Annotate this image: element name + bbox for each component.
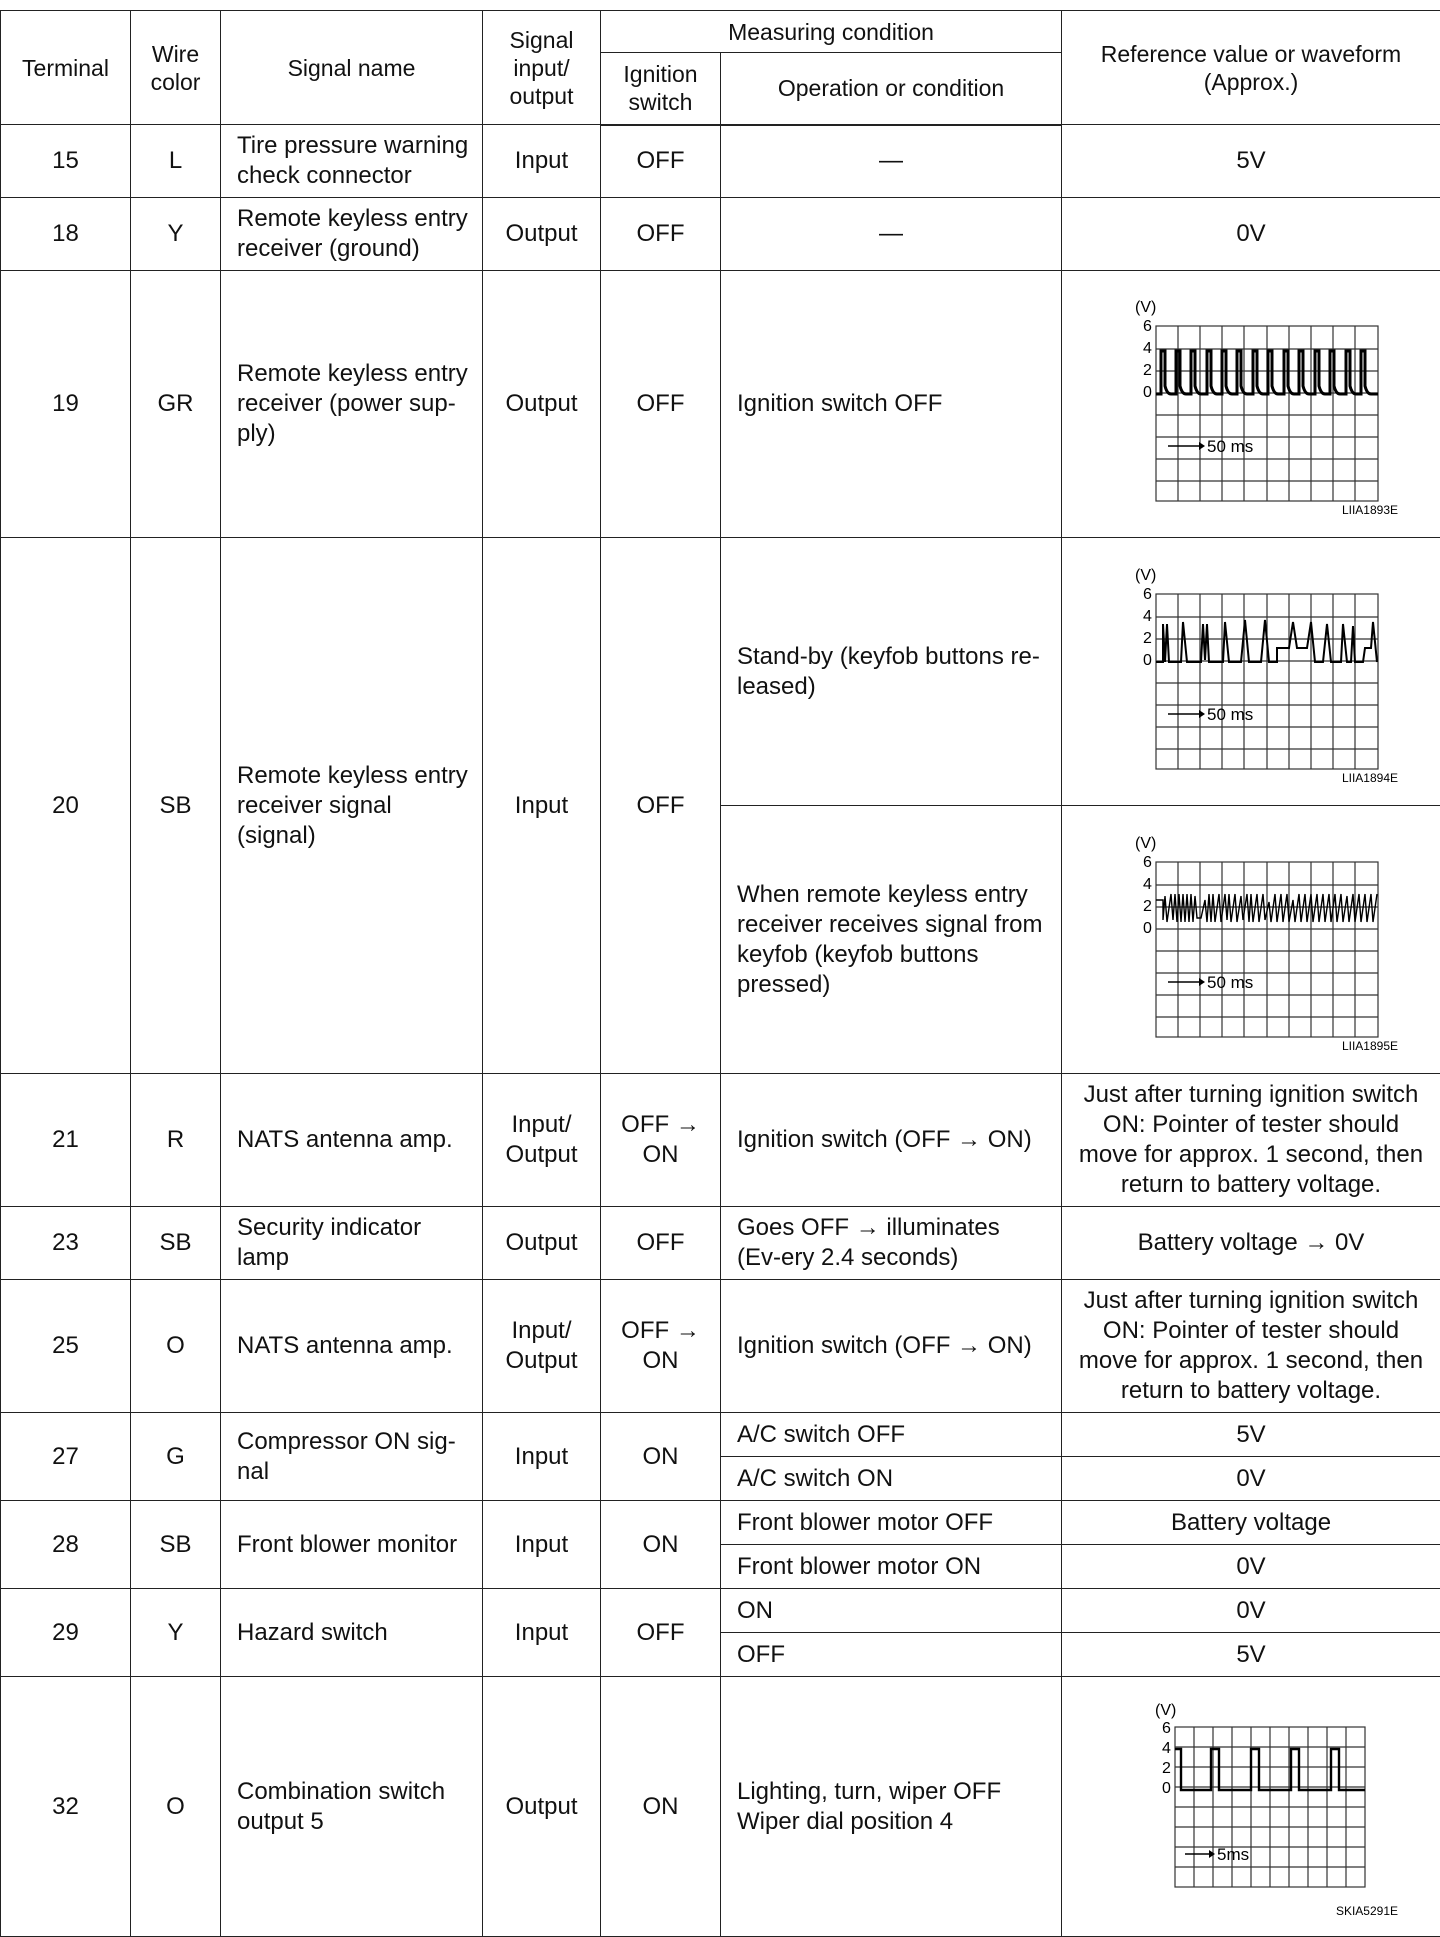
terminal-cell: 21 [1,1074,131,1207]
waveform-20-standby-graph [1101,562,1401,782]
operation-cell: Goes OFF → illuminates (Ev-ery 2.4 seconds) [721,1207,1062,1280]
timebase-label: 50 ms [1207,437,1253,456]
table-row [1,1413,1440,1457]
tick-label: 2 [1162,1760,1171,1777]
waveform-19 [1101,294,1401,514]
unit-label: (V) [1135,835,1156,852]
table-row [1,1074,1440,1207]
signal-name-cell: Remote keyless entry receiver (power sup-ply) [221,271,483,538]
header-reference: Reference value or waveform (Approx.) [1062,11,1440,125]
signal-io-cell: Input/ Output [483,1074,601,1207]
ignition-cell: OFF [601,1589,721,1677]
ignition-cell: OFF [601,198,721,271]
timebase-label: 50 ms [1207,705,1253,724]
wire-color-cell: GR [131,271,221,538]
header-signal-name: Signal name [221,11,483,125]
signal-io-cell: Input [483,1589,601,1677]
header-wire-color: Wire color [131,11,221,125]
operation-cell: Ignition switch OFF [721,271,1062,538]
signal-io-cell: Output [483,271,601,538]
reference-cell: 0V [1062,1545,1440,1589]
waveform-20-pressed-graph [1101,830,1401,1050]
terminal-cell: 19 [1,271,131,538]
operation-cell: A/C switch ON [721,1457,1062,1501]
ignition-cell: OFF [601,538,721,1074]
wire-color-cell: G [131,1413,221,1501]
tick-label: 0 [1143,920,1152,937]
tick-label: 6 [1143,854,1152,871]
tick-label: 6 [1143,586,1152,603]
waveform-20-standby [1101,562,1401,782]
operation-cell: Stand-by (keyfob buttons re-leased) [721,538,1062,806]
signal-name-cell: NATS antenna amp. [221,1074,483,1207]
reference-cell: 0V [1062,1457,1440,1501]
figure-code: LIIA1894E [1342,771,1398,782]
tick-label: 2 [1143,362,1152,379]
wire-color-cell: L [131,125,221,198]
reference-waveform-cell [1062,271,1440,538]
signal-io-cell: Input [483,1413,601,1501]
arrow-head [1199,978,1205,986]
terminal-cell: 25 [1,1280,131,1413]
signal-io-cell: Output [483,198,601,271]
operation-cell: Ignition switch (OFF → ON) [721,1280,1062,1413]
arrow-head [1199,710,1205,718]
grid [1156,862,1378,1037]
table-row [1,1677,1440,1937]
terminal-cell: 23 [1,1207,131,1280]
ignition-cell: OFF [601,271,721,538]
header-measuring-condition: Measuring condition [601,11,1062,53]
waveform-32 [1101,1697,1401,1917]
timebase-label: 5ms [1217,1845,1249,1864]
reference-cell: 5V [1062,1633,1440,1677]
tick-label: 2 [1143,630,1152,647]
terminal-cell: 32 [1,1677,131,1937]
operation-cell: A/C switch OFF [721,1413,1062,1457]
arrow-head [1209,1850,1215,1858]
ignition-cell: ON [601,1501,721,1589]
unit-label: (V) [1135,299,1156,316]
table-row [1,1207,1440,1280]
signal-name-cell: Tire pressure warning check connector [221,125,483,198]
operation-cell: Front blower motor OFF [721,1501,1062,1545]
header-ignition-switch: Ignition switch [601,53,721,125]
table-row [1,198,1440,271]
terminal-cell: 28 [1,1501,131,1589]
signal-io-cell: Output [483,1207,601,1280]
terminal-cell: 15 [1,125,131,198]
timebase-label: 50 ms [1207,973,1253,992]
reference-cell: 5V [1062,1413,1440,1457]
table-row [1,538,1440,806]
operation-cell: — [721,198,1062,271]
terminal-cell: 18 [1,198,131,271]
ignition-cell: OFF → ON [601,1280,721,1413]
reference-cell: Battery voltage → 0V [1062,1207,1440,1280]
waveform-19-trace [1156,351,1378,394]
signal-name-cell: Hazard switch [221,1589,483,1677]
wire-color-cell: SB [131,1207,221,1280]
terminal-spec-table [0,10,1440,1937]
tick-label: 4 [1143,608,1152,625]
operation-cell: Ignition switch (OFF → ON) [721,1074,1062,1207]
signal-name-cell: Remote keyless entry receiver signal (signal) [221,538,483,1074]
header-signal-io: Signal input/ output [483,11,601,125]
ignition-cell: OFF → ON [601,1074,721,1207]
header-terminal: Terminal [1,11,131,125]
reference-cell: Battery voltage [1062,1501,1440,1545]
tick-label: 6 [1162,1720,1171,1737]
table-row [1,1280,1440,1413]
ignition-cell: OFF [601,1207,721,1280]
tick-label: 0 [1143,652,1152,669]
signal-name-cell: NATS antenna amp. [221,1280,483,1413]
tick-label: 0 [1143,384,1152,401]
wire-color-cell: Y [131,198,221,271]
operation-cell: — [721,125,1062,198]
tick-label: 2 [1143,898,1152,915]
signal-io-cell: Input [483,125,601,198]
signal-io-cell: Output [483,1677,601,1937]
tick-label: 4 [1143,340,1152,357]
wire-color-cell: O [131,1677,221,1937]
signal-name-cell: Combination switch output 5 [221,1677,483,1937]
waveform-20-pressed [1101,830,1401,1050]
reference-cell: Just after turning ignition switch ON: Pointer of tester should move for approx. 1 second, then return to battery voltage. [1062,1074,1440,1207]
signal-name-cell: Compressor ON sig-nal [221,1413,483,1501]
wire-color-cell: SB [131,1501,221,1589]
figure-code: LIIA1895E [1342,1039,1398,1050]
figure-code: SKIA5291E [1336,1904,1398,1917]
table-row [1,1501,1440,1545]
header-row-1 [1,11,1440,53]
grid [1156,594,1378,769]
arrow-head [1199,442,1205,450]
table-row [1,125,1440,198]
reference-waveform-cell [1062,538,1440,806]
table-row [1,1589,1440,1633]
operation-cell: Front blower motor ON [721,1545,1062,1589]
figure-code: LIIA1893E [1342,503,1398,514]
tick-label: 6 [1143,318,1152,335]
operation-cell: ON [721,1589,1062,1633]
wire-color-cell: Y [131,1589,221,1677]
signal-io-cell: Input [483,538,601,1074]
wire-color-cell: SB [131,538,221,1074]
reference-cell: 0V [1062,1589,1440,1633]
reference-cell: 5V [1062,125,1440,198]
wire-color-cell: O [131,1280,221,1413]
unit-label: (V) [1135,567,1156,584]
operation-cell: When remote keyless entry receiver receives signal from keyfob (keyfob buttons pressed) [721,806,1062,1074]
operation-cell: Lighting, turn, wiper OFF Wiper dial position 4 [721,1677,1062,1937]
waveform-19-graph [1101,294,1401,514]
reference-cell: 0V [1062,198,1440,271]
signal-name-cell: Front blower monitor [221,1501,483,1589]
ignition-cell: ON [601,1677,721,1937]
terminal-cell: 29 [1,1589,131,1677]
signal-name-cell: Remote keyless entry receiver (ground) [221,198,483,271]
header-operation: Operation or condition [721,53,1062,125]
tick-label: 4 [1143,876,1152,893]
operation-cell: OFF [721,1633,1062,1677]
table-row [1,271,1440,538]
tick-label: 4 [1162,1740,1171,1757]
terminal-cell: 27 [1,1413,131,1501]
unit-label: (V) [1155,1702,1176,1719]
wire-color-cell: R [131,1074,221,1207]
reference-waveform-cell [1062,806,1440,1074]
grid [1175,1727,1365,1887]
waveform-32-graph [1101,1697,1401,1917]
reference-cell: Just after turning ignition switch ON: Pointer of tester should move for approx. 1 second, then return to battery voltage. [1062,1280,1440,1413]
reference-waveform-cell [1062,1677,1440,1937]
ignition-cell: OFF [601,125,721,198]
signal-io-cell: Input/ Output [483,1280,601,1413]
ignition-cell: ON [601,1413,721,1501]
signal-name-cell: Security indicator lamp [221,1207,483,1280]
signal-io-cell: Input [483,1501,601,1589]
terminal-cell: 20 [1,538,131,1074]
tick-label: 0 [1162,1780,1171,1797]
